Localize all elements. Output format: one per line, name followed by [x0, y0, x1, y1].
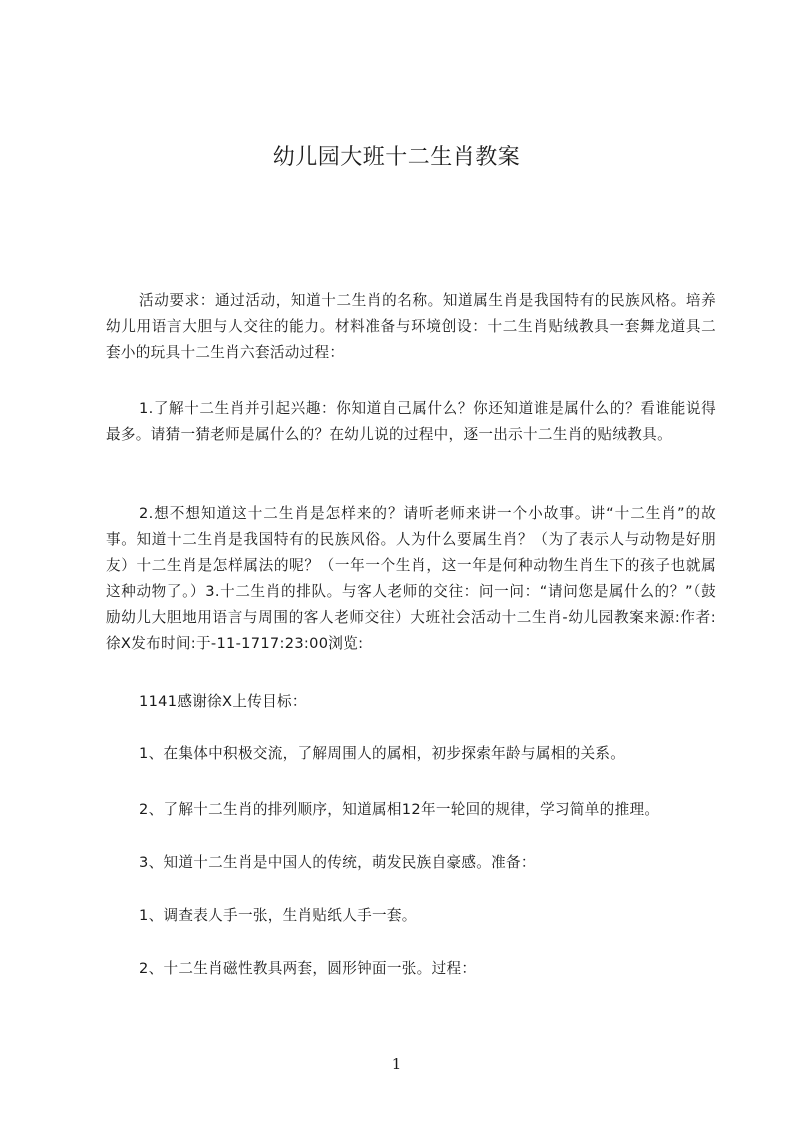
paragraph-goals-intro: 1141感谢徐X上传目标：	[139, 693, 307, 710]
paragraph-prep-1: 1、调查表人手一张，生肖贴纸人手一套。	[139, 907, 417, 924]
paragraph-goal-3: 3、知道十二生肖是中国人的传统，萌发民族自豪感。准备：	[139, 854, 536, 871]
paragraph-activity-requirements: 活动要求：通过活动，知道十二生肖的名称。知道属生肖是我国特有的民族风格。培养幼儿用语言大胆与人交往的能力。材料准备与环境创设：十二生肖贴绒教具一套舞龙道具二套小的玩具十二生肖六套活动过程：	[106, 292, 716, 361]
paragraph-goal-1: 1、在集体中积极交流，了解周围人的属相，初步探索年龄与属相的关系。	[139, 745, 626, 762]
page-number: 1	[391, 1055, 402, 1073]
paragraph-step-1: 1.了解十二生肖并引起兴趣：你知道自己属什么？你还知道谁是属什么的？看谁能说得最多。请猜一猜老师是属什么的？在幼儿说的过程中，逐一出示十二生肖的贴绒教具。	[106, 400, 716, 443]
paragraph-step-2: 2.想不想知道这十二生肖是怎样来的？请听老师来讲一个小故事。讲“十二生肖”的故事。知道十二生肖是我国特有的民族风俗。人为什么要属生肖？（为了表示人与动物是好朋友）十二生肖是怎样属法的呢？（一年一个生肖，这一年是何种动物生肖生下的孩子也就属这种动物了。）3.十二生肖的排队。与客人老师的交往：问一问：“请问您是属什么的？”（鼓励幼儿大胆地用语言与周围的客人老师交往）大班社会活动十二生肖-幼儿园教案来源:作者:徐X发布时间:于-11-1717:23:00浏览:	[106, 505, 716, 652]
paragraph-goal-2: 2、了解十二生肖的排列顺序，知道属相12年一轮回的规律，学习简单的推理。	[139, 801, 660, 818]
paragraph-prep-2: 2、十二生肖磁性教具两套，圆形钟面一张。过程：	[139, 960, 477, 977]
document-title: 幼儿园大班十二生肖教案	[272, 145, 521, 170]
